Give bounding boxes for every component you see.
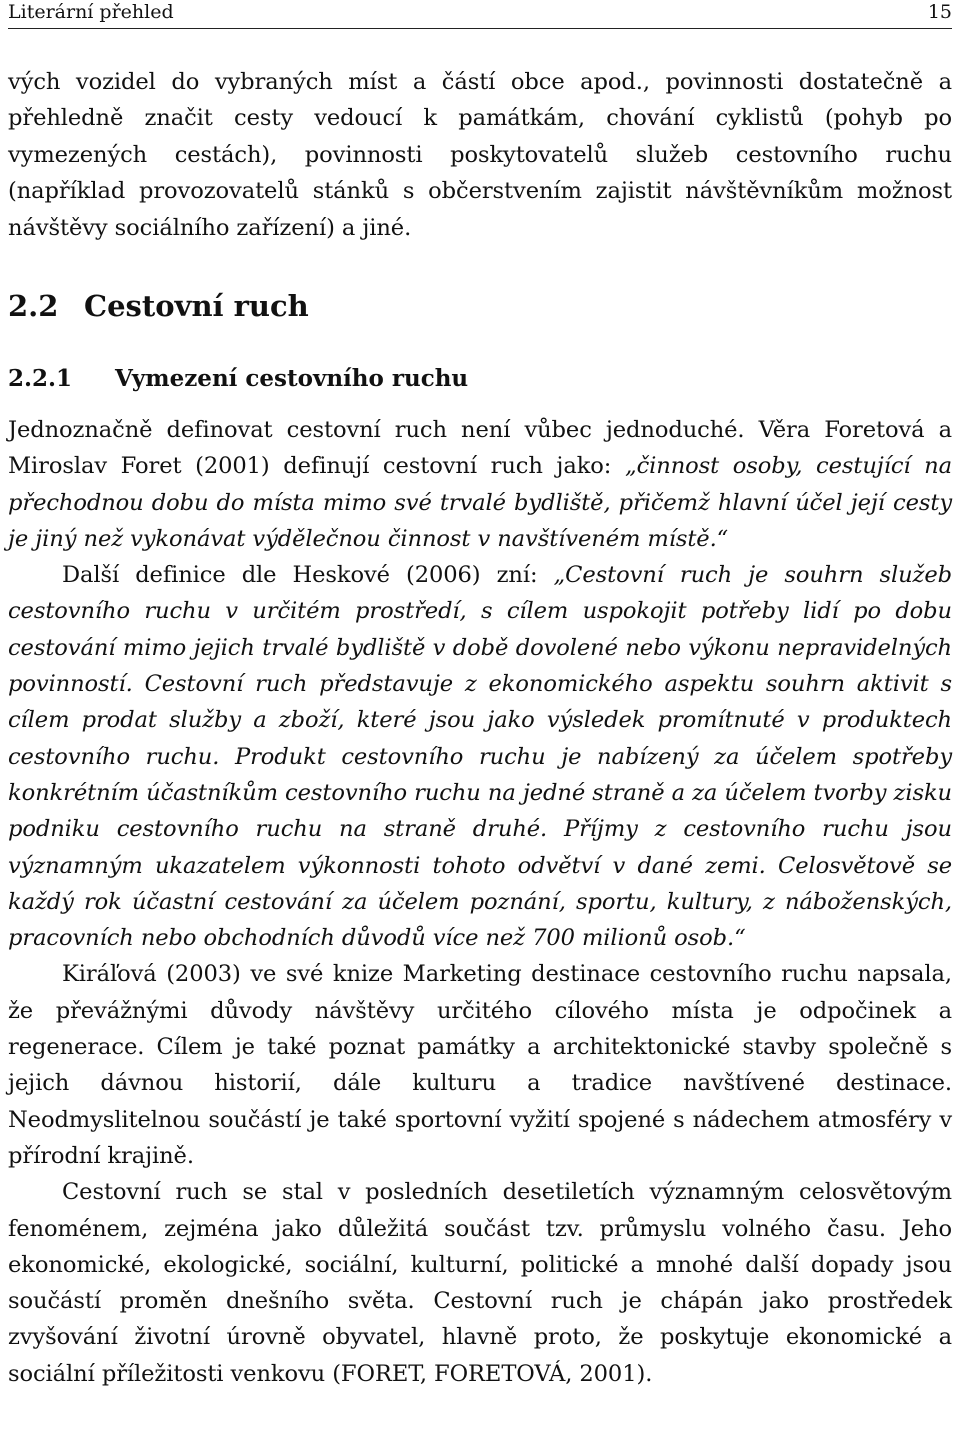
running-header bbox=[8, 0, 952, 29]
paragraph-4: Cestovní ruch se stal v posledních desetiletích významným celosvětovým fenoménem, zejména jako důležitá součást tzv. průmyslu volného času. Jeho ekonomické, ekologické, sociální, kulturní, politické a mnohé další dopady jsou součástí proměn dnešního světa. Cestovní ruch je chápán jako prostředek zvyšování životní úrovně obyvatel, hlavně proto, že poskytuje ekonomické a sociální příležitosti venkovu (FORET, FORETOVÁ, 2001). bbox=[8, 1179, 952, 1387]
main-text bbox=[8, 412, 952, 1392]
paragraph-2-text: Další definice dle Heskové (2006) zní: bbox=[62, 562, 554, 589]
paragraph-1-text: Jednoznačně definovat cestovní ruch není vůbec jednoduché. Věra Foretová a Miroslav Foret (2001) definují cestovní ruch jako: bbox=[8, 417, 952, 480]
header-title: Literární přehled bbox=[8, 1, 174, 23]
paragraph-1-quote: „činnost osoby, cestující na přechodnou dobu do místa mimo své trvalé bydliště, přičemž hlavní účel její cesty je jiný než vykonávat výdělečnou činnost v navštíveném místě.“ bbox=[8, 453, 952, 552]
section-title: Cestovní ruch bbox=[84, 289, 309, 323]
intro-paragraph: vých vozidel do vybraných míst a částí obce apod., povinnosti dostatečně a přehledně značit cesty vedoucí k památkám, chování cyklistů (pohyb po vymezených cestách), povinnosti poskytovatelů služeb cestovního ruchu (například provozovatelů stánků s občerstvením zajistit návštěvníkům možnost návštěvy sociálního zařízení) a jiné. bbox=[8, 69, 952, 241]
paragraph-1 bbox=[8, 412, 952, 557]
section-number: 2.2 bbox=[8, 289, 59, 323]
paragraph-3: Kiráľová (2003) ve své knize Marketing destinace cestovního ruchu napsala, že převážnými důvody návštěvy určitého cílového místa je odpočinek a regenerace. Cílem je také poznat památky a architektonické stavby společně s jejich dávnou historií, dále kulturu a tradice navštívené destinace. Neodmyslitelnou součástí je také sportovní vyžití spojené s nádechem atmosféry v přírodní krajině. bbox=[8, 961, 952, 1169]
page-number: 15 bbox=[927, 1, 952, 23]
subsection-heading bbox=[8, 362, 468, 396]
paragraph-2-quote: „Cestovní ruch je souhrn služeb cestovního ruchu v určitém prostředí, s cílem uspokojit potřeby lidí po dobu cestování mimo jejich trvalé bydliště v době dovolené nebo výkonu nepravidelných povinností. Cestovní ruch představuje z ekonomického aspektu souhrn aktivit s cílem prodat služby a zboží, které jsou jako výsledek promítnuté v produktech cestovního ruchu. Produkt cestovního ruchu je nabízený za účelem spotřeby konkrétním účastníkům cestovního ruchu na jedné straně a za účelem tvorby zisku podniku cestovního ruchu na straně druhé. Příjmy z cestovního ruchu jsou významným ukazatelem výkonnosti tohoto odvětví v dané zemi. Celosvětově se každý rok účastní cestování za účelem poznání, sportu, kultury, z náboženských, pracovních nebo obchodních důvodů více než 700 milionů osob.“ bbox=[8, 562, 952, 952]
subsection-number: 2.2.1 bbox=[8, 365, 73, 392]
intro-block bbox=[8, 64, 952, 246]
section-heading bbox=[8, 286, 309, 326]
subsection-title: Vymezení cestovního ruchu bbox=[115, 365, 469, 392]
paragraph-2 bbox=[8, 557, 952, 956]
